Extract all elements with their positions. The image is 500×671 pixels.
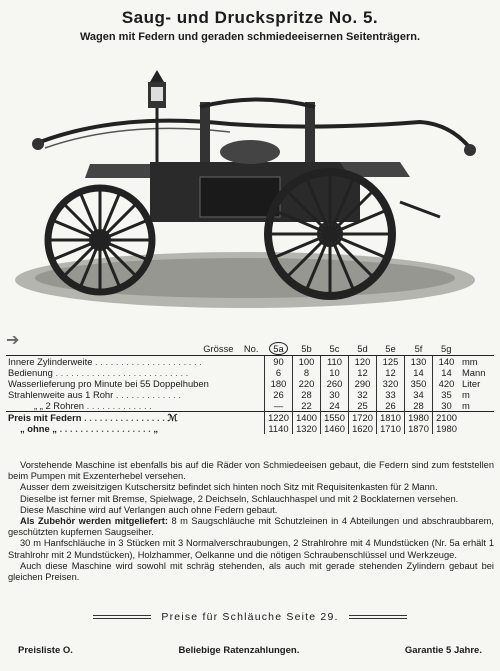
paragraph: Als Zubehör werden mitgeliefert: 8 m Saugschläuche mit Schutzleinen in 4 Abteilungen und abschraubbarem, geschützten kupfernen Saugseiher. [8, 516, 495, 538]
footer-center: Beliebige Ratenzahlungen. [178, 645, 300, 656]
divider [93, 615, 151, 619]
price-row: Preis mit Federn . . . . . . . . . . . . . . . . ℳ 1220 1400 1550 1720 1810 1980 2100 [6, 412, 494, 424]
table-header-row [6, 342, 494, 356]
paragraph: Diese Maschine wird auf Verlangen auch ohne Federn gebaut. [20, 504, 278, 515]
fire-pump-illustration [0, 52, 500, 322]
size-label: Grösse [203, 343, 234, 354]
paragraph: Auch diese Maschine wird sowohl mit schräg stehenden, als auch mit gerade stehenden Zylindern gebaut bei gleichen Preisen. [8, 560, 494, 583]
no-label: No. [243, 343, 259, 354]
table-row: Innere Zylinderweite . . . . . . . . . . . . . . . . . . . . . 90 100 110 120 125 130 140 mm [8, 356, 478, 367]
arrow-right-icon: ➔ [6, 330, 20, 349]
paragraph: Dieselbe ist ferner mit Bremse, Spielwage, 2 Deichseln, Schlauchhaspel und mit 2 Bocklaternen versehen. [20, 493, 459, 504]
table-row: „ „ 2 Rohren . . . . . . . . . . . . . — 22 24 25 26 28 30 m [34, 400, 470, 411]
price-row: „ ohne „ . . . . . . . . . . . . . . . . . . „ 1140 1320 1460 1620 1710 1870 1980 [6, 423, 494, 434]
col-header: 5g [433, 342, 461, 356]
col-header: 5d [349, 342, 377, 356]
col-header: 5e [377, 342, 405, 356]
page-subtitle: Wagen mit Federn und geraden schmiedeeisernen Seitenträgern. [79, 31, 421, 43]
paragraph: Ausser dem zweisitzigen Kutschersitz befindet sich hinten noch Sitz mit Requisitenkasten für 2 Mann. [20, 482, 438, 493]
footer [18, 645, 482, 656]
table-row: Wasserlieferung pro Minute bei 55 Doppelhuben 180 220 260 290 320 350 420 Liter [8, 378, 481, 389]
page-title: Saug- und Druckspritze No. 5. [121, 8, 379, 27]
paragraph: 30 m Hanfschläuche in 3 Stücken mit 3 Normalverschraubungen, 2 Strahlrohre mit 4 Mundstücken (Nr. 5a erhält 1 Strahlrohr mit 2 Mundstücken), Holzhammer, Oelkanne und die nötigen Schraubenschlüssel und Werkzeuge. [8, 538, 494, 560]
divider [349, 615, 407, 619]
hose-price-note: Preise für Schläuche Seite 29. [0, 611, 500, 623]
table-row: Strahlenweite aus 1 Rohr . . . . . . . . . . . . . 26 28 30 32 33 34 35 m [8, 389, 470, 400]
col-header: 5a [265, 342, 293, 356]
footer-right: Garantie 5 Jahre. [404, 645, 482, 656]
specification-table [6, 342, 494, 434]
footer-left: Preisliste O. [18, 645, 73, 656]
col-header: 5b [293, 342, 321, 356]
col-header: 5f [405, 342, 433, 356]
description-text [8, 460, 494, 583]
paragraph: Vorstehende Maschine ist ebenfalls bis auf die Räder von Schmiedeeisen gebaut, die Federn sind zum feststellen beim Pumpen mit Exzenterhebel versehen. [8, 460, 494, 482]
col-header: 5c [321, 342, 349, 356]
table-row: Bedienung . . . . . . . . . . . . . . . . . . . . . . . . . . 6 8 10 12 12 14 14 Mann [8, 367, 486, 378]
